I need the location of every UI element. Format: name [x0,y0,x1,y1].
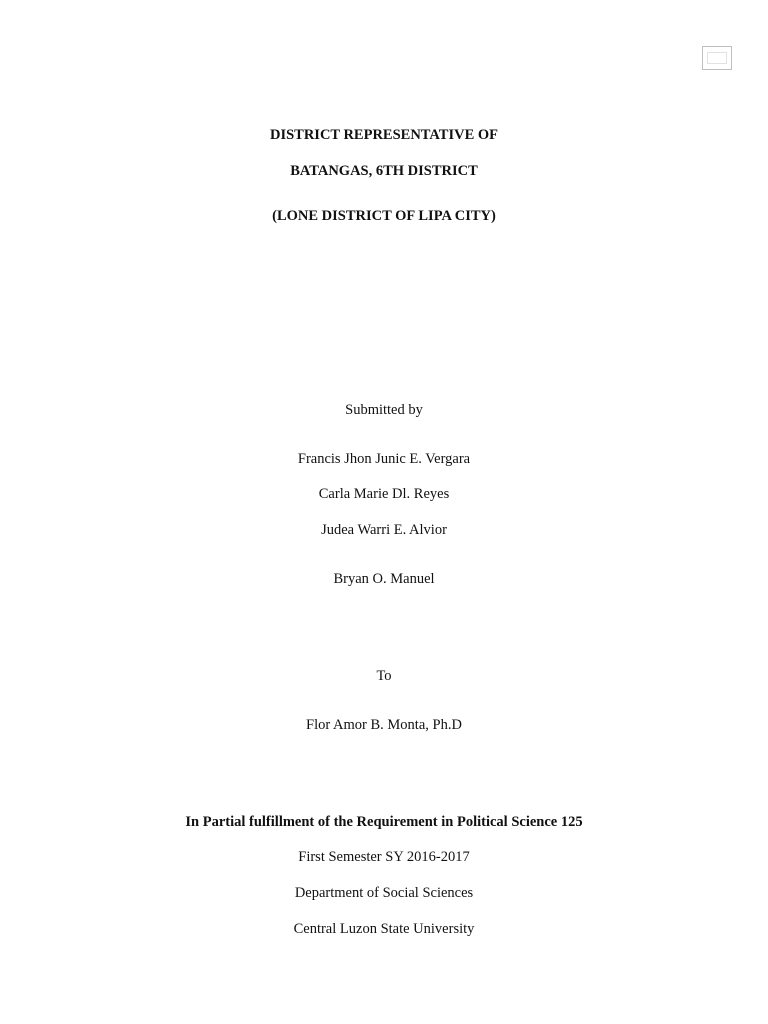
title-line-3: (LONE DISTRICT OF LIPA CITY) [272,208,496,224]
title-line-2: BATANGAS, 6TH DISTRICT [290,163,478,179]
page-thumbnail-icon [702,46,732,70]
title-line-1: DISTRICT REPRESENTATIVE OF [269,127,499,143]
semester-text: First Semester SY 2016-2017 [298,849,470,865]
recipient-name: Flor Amor B. Monta, Ph.D [306,717,462,733]
submitted-by-label: Submitted by [345,402,423,418]
university-text: Central Luzon State University [293,921,475,937]
author-name: Bryan O. Manuel [333,571,435,587]
requirement-statement: In Partial fulfillment of the Requirement in Political Science 125 [185,814,583,830]
page-thumbnail-inner [707,52,727,64]
author-name: Francis Jhon Junic E. Vergara [297,451,471,467]
to-label: To [376,668,392,684]
author-name: Judea Warri E. Alvior [321,522,447,538]
author-name: Carla Marie Dl. Reyes [318,486,450,502]
department-text: Department of Social Sciences [294,885,474,901]
